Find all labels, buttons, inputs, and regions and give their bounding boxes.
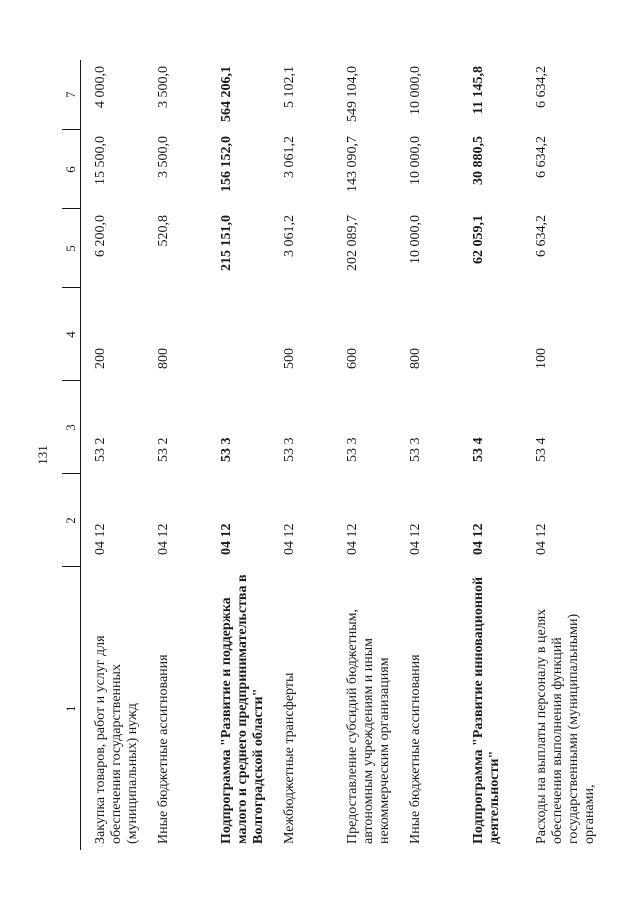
program-code: 53 4 (534, 437, 549, 462)
budget-table (62, 60, 598, 850)
column-header: 1 (62, 567, 81, 850)
section-code: 04 12 (93, 523, 108, 555)
value-col6: 15 500,0 (93, 136, 108, 185)
program-code: 53 4 (471, 437, 486, 462)
section-code: 04 12 (156, 523, 171, 555)
value-col7: 6 634,2 (534, 66, 549, 108)
section-code: 04 12 (408, 523, 423, 555)
program-code: 53 3 (345, 437, 360, 462)
table-row (333, 60, 396, 850)
value-col6: 3 061,2 (282, 136, 297, 178)
value-col7: 11 145,8 (471, 66, 486, 115)
column-header: 2 (62, 474, 81, 567)
program-code: 53 2 (156, 437, 171, 462)
section-code: 04 12 (471, 523, 486, 555)
section-code: 04 12 (534, 523, 549, 555)
value-col5: 62 059,1 (471, 215, 486, 264)
column-header: 4 (62, 288, 81, 381)
value-col7: 4 000,0 (93, 66, 108, 108)
expense-type-code: 500 (282, 348, 297, 369)
value-col6: 30 880,5 (471, 136, 486, 185)
table-header-row (62, 60, 81, 850)
program-code: 53 3 (282, 437, 297, 462)
value-col5: 215 151,0 (219, 215, 234, 271)
row-name: Закупка товаров, работ и услуг для обеспечения государственных (муниципальных) нужд (93, 635, 141, 844)
table-row (396, 60, 459, 850)
expense-type-code: 800 (156, 348, 171, 369)
expense-type-code: 200 (93, 348, 108, 369)
value-col7: 3 500,0 (156, 66, 171, 108)
table-row (81, 60, 145, 850)
value-col6: 6 634,2 (534, 136, 549, 178)
expense-type-code (459, 288, 522, 381)
section-code: 04 12 (345, 523, 360, 555)
row-name: Подпрограмма "Развитие инновационной деятельности" (471, 576, 503, 844)
program-code: 53 2 (93, 437, 108, 462)
value-col6: 3 500,0 (156, 136, 171, 178)
value-col7: 549 104,0 (345, 66, 360, 122)
value-col5: 3 061,2 (282, 215, 297, 257)
table-row (144, 60, 207, 850)
budget-table-rotated (62, 60, 598, 850)
value-col7: 10 000,0 (408, 66, 423, 115)
value-col6: 156 152,0 (219, 136, 234, 192)
row-name: Межбюджетные трансферты (282, 672, 297, 844)
value-col5: 6 200,0 (93, 215, 108, 257)
table-row (270, 60, 333, 850)
row-name: Расходы на выплаты персоналу в целях обеспечения выполнения функций государственными (муниципальными) органами, (534, 608, 598, 844)
value-col5: 6 634,2 (534, 215, 549, 257)
value-col5: 10 000,0 (408, 215, 423, 264)
value-col5: 520,8 (156, 215, 171, 247)
table-row-subprogram (459, 60, 522, 850)
row-name: Иные бюджетные ассигнования (156, 654, 171, 844)
program-code: 53 3 (408, 437, 423, 462)
table-row (522, 60, 598, 850)
program-code: 53 3 (219, 437, 234, 462)
section-code: 04 12 (282, 523, 297, 555)
expense-type-code: 600 (345, 348, 360, 369)
value-col7: 5 102,1 (282, 66, 297, 108)
table-row-subprogram (207, 60, 270, 850)
value-col5: 202 089,7 (345, 215, 360, 271)
column-header: 6 (62, 130, 81, 209)
column-header: 3 (62, 381, 81, 474)
value-col6: 10 000,0 (408, 136, 423, 185)
row-name: Предоставление субсидий бюджетным, автономным учреждениям и иным некоммерческим организациям (345, 608, 393, 844)
expense-type-code: 100 (534, 348, 549, 369)
column-header: 5 (62, 209, 81, 288)
row-name: Подпрограмма "Развитие и поддержка малого и среднего предпринимательства в Волгоградской области" (219, 574, 267, 844)
column-header: 7 (62, 60, 81, 130)
expense-type-code (207, 288, 270, 381)
row-name: Иные бюджетные ассигнования (408, 654, 423, 844)
expense-type-code: 800 (408, 348, 423, 369)
value-col6: 143 090,7 (345, 136, 360, 192)
section-code: 04 12 (219, 523, 234, 555)
value-col7: 564 206,1 (219, 66, 234, 122)
